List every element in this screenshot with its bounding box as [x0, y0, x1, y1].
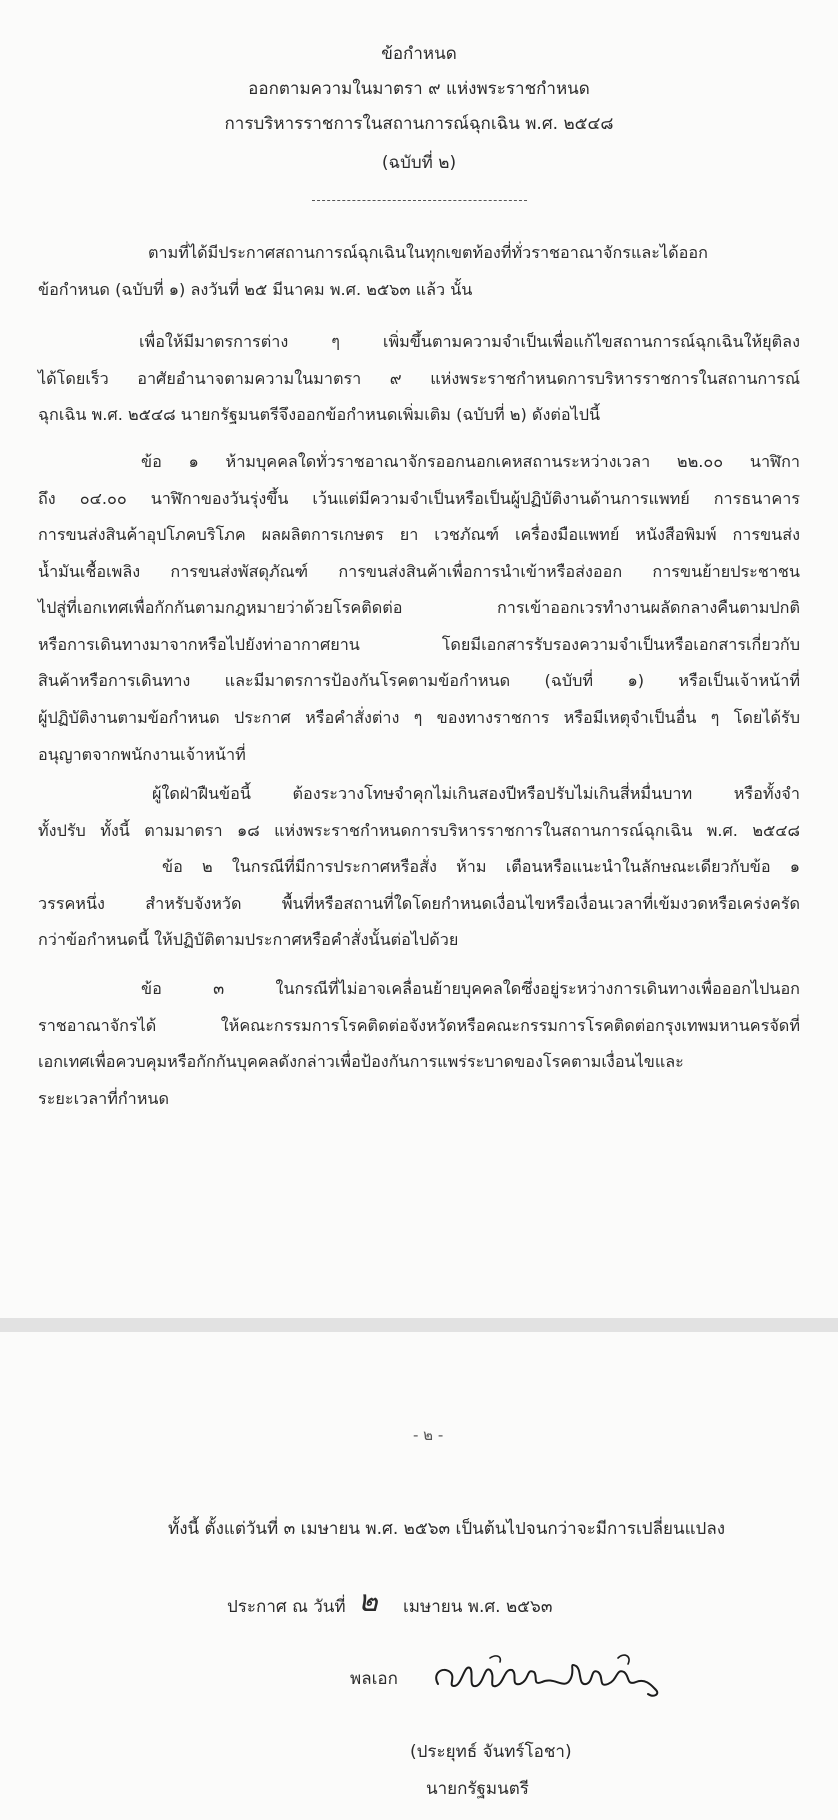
- paragraph-line: ตามที่ได้มีประกาศสถานการณ์ฉุกเฉินในทุกเขตท้องที่ทั่วราชอาณาจักรและได้ออก: [148, 243, 708, 262]
- paragraph-line: ราชอาณาจักรได้ ให้คณะกรรมการโรคติดต่อจังหวัดหรือคณะกรรมการโรคติดต่อกรุงเทพมหานครจัดที่: [38, 1016, 800, 1035]
- paragraph-line: ข้อ ๓ ในกรณีที่ไม่อาจเคลื่อนย้ายบุคคลใดซึ่งอยู่ระหว่างการเดินทางเพื่อออกไปนอก: [141, 979, 800, 998]
- paragraph-line: ทั้งปรับ ทั้งนี้ ตามมาตรา ๑๘ แห่งพระราชกำหนดการบริหารราชการในสถานการณ์ฉุกเฉิน พ.ศ. ๒๕๔๘: [38, 821, 800, 840]
- announce-prefix: ประกาศ ณ วันที่: [227, 1597, 346, 1617]
- paragraph-line: สินค้าหรือการเดินทาง และมีมาตรการป้องกันโรคตามข้อกำหนด (ฉบับที่ ๑) หรือเป็นเจ้าหน้าที่: [38, 671, 800, 690]
- paragraph-line: ข้อกำหนด (ฉบับที่ ๑) ลงวันที่ ๒๕ มีนาคม พ.ศ. ๒๕๖๓ แล้ว นั้น: [38, 280, 473, 299]
- document-subtitle-1: ออกตามความในมาตรา ๙ แห่งพระราชกำหนด: [248, 79, 590, 99]
- signer-name: (ประยุทธ์ จันทร์โอชา): [410, 1742, 572, 1762]
- paragraph-line: วรรคหนึ่ง สำหรับจังหวัด พื้นที่หรือสถานที่ใดโดยกำหนดเงื่อนไขหรือเงื่อนเวลาที่เข้มงวดหรือเคร่งครัด: [38, 894, 800, 913]
- signer-rank: พลเอก: [350, 1669, 398, 1689]
- page-separator: [0, 1318, 838, 1332]
- paragraph-line: การขนส่งสินค้าอุปโภคบริโภค ผลผลิตการเกษตร ยา เวชภัณฑ์ เครื่องมือแพทย์ หนังสือพิมพ์ การขนส่ง: [38, 525, 800, 544]
- paragraph-line: ข้อ ๒ ในกรณีที่มีการประกาศหรือสั่ง ห้าม เตือนหรือแนะนำในลักษณะเดียวกับข้อ ๑: [162, 857, 800, 876]
- paragraph-line: ข้อ ๑ ห้ามบุคคลใดทั่วราชอาณาจักรออกนอกเคหสถานระหว่างเวลา ๒๒.๐๐ นาฬิกา: [141, 452, 800, 471]
- page-number: - ๒ -: [413, 1426, 444, 1444]
- paragraph-line: ผู้ปฏิบัติงานตามข้อกำหนด ประกาศ หรือคำสั่งต่าง ๆ ของทางราชการ หรือมีเหตุจำเป็นอื่น ๆ โดยได้รับ: [38, 708, 800, 727]
- paragraph-line: หรือการเดินทางมาจากหรือไปยังท่าอากาศยาน โดยมีเอกสารรับรองความจำเป็นหรือเอกสารเกี่ยวกับ: [38, 635, 800, 654]
- signer-position: นายกรัฐมนตรี: [426, 1779, 529, 1799]
- effective-date: ทั้งนี้ ตั้งแต่วันที่ ๓ เมษายน พ.ศ. ๒๕๖๓ เป็นต้นไปจนกว่าจะมีการเปลี่ยนแปลง: [168, 1519, 726, 1539]
- paragraph-line: ระยะเวลาที่กำหนด: [38, 1089, 170, 1108]
- paragraph-line: กว่าข้อกำหนดนี้ ให้ปฏิบัติตามประกาศหรือคำสั่งนั้นต่อไปด้วย: [38, 930, 459, 949]
- paragraph-line: ผู้ใดฝ่าฝืนข้อนี้ ต้องระวางโทษจำคุกไม่เกินสองปีหรือปรับไม่เกินสี่หมื่นบาท หรือทั้งจำ: [152, 784, 800, 803]
- paragraph-line: ไปสู่ที่เอกเทศเพื่อกักกันตามกฎหมายว่าด้วยโรคติดต่อ การเข้าออกเวรทำงานผลัดกลางคืนตามปกติ: [38, 598, 800, 617]
- paragraph-line: ฉุกเฉิน พ.ศ. ๒๕๔๘ นายกรัฐมนตรีจึงออกข้อกำหนดเพิ่มเติม (ฉบับที่ ๒) ดังต่อไปนี้: [38, 405, 601, 424]
- document-edition: (ฉบับที่ ๒): [381, 153, 457, 173]
- document-title: ข้อกำหนด: [381, 44, 457, 64]
- announce-day: ๒: [358, 1584, 378, 1619]
- header-divider: [312, 200, 527, 201]
- announce-month-year: เมษายน พ.ศ. ๒๕๖๓: [403, 1597, 553, 1617]
- paragraph-line: ได้โดยเร็ว อาศัยอำนาจตามความในมาตรา ๙ แห่งพระราชกำหนดการบริหารราชการในสถานการณ์: [38, 369, 800, 388]
- paragraph-line: เพื่อให้มีมาตรการต่าง ๆ เพิ่มขึ้นตามความจำเป็นเพื่อแก้ไขสถานการณ์ฉุกเฉินให้ยุติลง: [139, 332, 800, 351]
- paragraph-line: น้ำมันเชื้อเพลิง การขนส่งพัสดุภัณฑ์ การขนส่งสินค้าเพื่อการนำเข้าหรือส่งออก การขนย้ายประชาชน: [38, 562, 800, 581]
- document-subtitle-2: การบริหารราชการในสถานการณ์ฉุกเฉิน พ.ศ. ๒๕๔๘: [224, 114, 614, 134]
- signature-image: [430, 1646, 670, 1706]
- paragraph-line: ถึง ๐๔.๐๐ นาฬิกาของวันรุ่งขึ้น เว้นแต่มีความจำเป็นหรือเป็นผู้ปฏิบัติงานด้านการแพทย์ การธนาคาร: [38, 489, 800, 508]
- paragraph-line: อนุญาตจากพนักงานเจ้าหน้าที่: [38, 745, 246, 764]
- paragraph-line: เอกเทศเพื่อควบคุมหรือกักกันบุคคลดังกล่าวเพื่อป้องกันการแพร่ระบาดของโรคตามเงื่อนไขและ: [38, 1052, 684, 1071]
